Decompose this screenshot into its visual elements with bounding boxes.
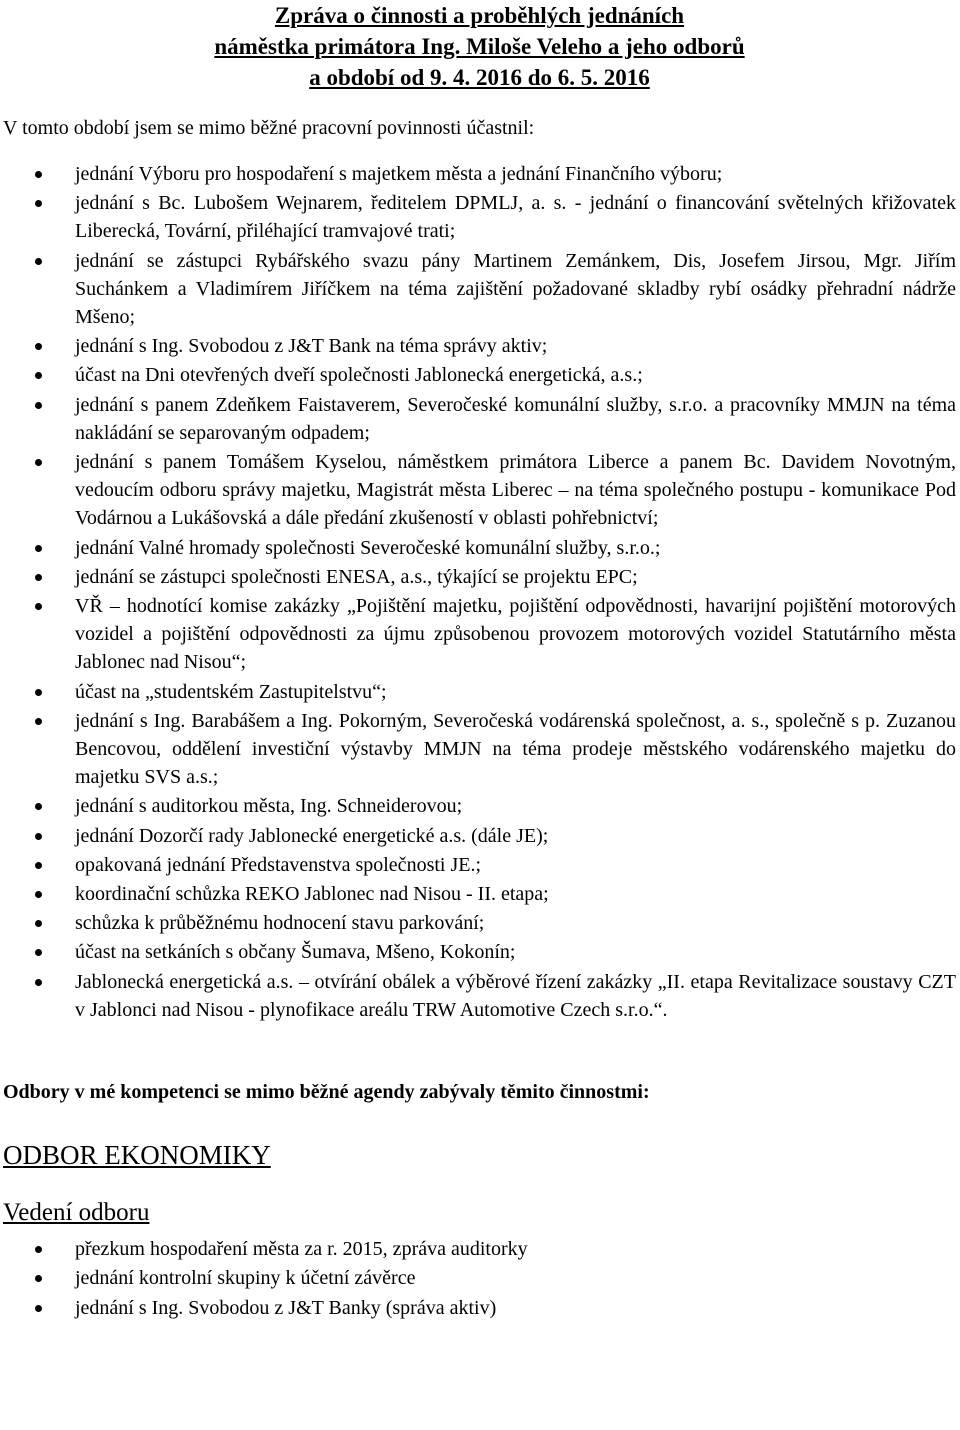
list-item-text: jednání s auditorkou města, Ing. Schneiderovou; bbox=[75, 795, 463, 818]
list-item bbox=[3, 247, 956, 332]
bullet-icon bbox=[35, 891, 42, 898]
subsection-list bbox=[3, 1235, 956, 1322]
list-item-text: jednání Výboru pro hospodaření s majetkem města a jednání Finančního výboru; bbox=[75, 163, 723, 185]
list-item-text: jednání kontrolní skupiny k účetní závěrce bbox=[75, 1267, 416, 1290]
list-item bbox=[3, 822, 956, 850]
list-item bbox=[3, 792, 956, 820]
list-item bbox=[3, 1294, 956, 1322]
list-item bbox=[3, 448, 956, 533]
list-item-text: jednání Valné hromady společnosti Severočeské komunální služby, s.r.o.; bbox=[75, 536, 661, 559]
section-intro: Odbory v mé kompetenci se mimo běžné agendy zabývaly těmito činnostmi: bbox=[3, 1081, 650, 1104]
list-item-text: účast na setkáních s občany Šumava, Mšeno, Kokonín; bbox=[75, 941, 516, 964]
list-item-text: účast na „studentském Zastupitelstvu“; bbox=[75, 680, 387, 703]
title-line-3: a období od 9. 4. 2016 do 6. 5. 2016 bbox=[309, 65, 650, 90]
list-item-text: jednání s panem Tomášem Kyselou, náměstkem primátora Liberce a panem Bc. Davidem Novotným, vedoucím odboru správy majetku, Magistrát města Liberec – na téma společného postupu - komunikace Pod Vodárnou a Lukášovská a dále předání zkušeností v oblasti pohřebnictví; bbox=[75, 451, 956, 530]
bullet-icon bbox=[35, 920, 42, 927]
list-item bbox=[3, 909, 956, 937]
bullet-icon bbox=[35, 1246, 42, 1253]
list-item-text: jednání se zástupci Rybářského svazu pány Martinem Zemánkem, Dis, Josefem Jirsou, Mgr. Jiřím Suchánkem a Vladimírem Jiříčkem na téma zajištění požadované skladby rybí osádky přehradní nádrže Mšeno; bbox=[75, 249, 956, 329]
bullet-icon bbox=[35, 258, 42, 265]
list-item-text: účast na Dni otevřených dveří společnosti Jablonecká energetická, a.s.; bbox=[75, 364, 643, 387]
list-item bbox=[3, 332, 956, 360]
bullet-icon bbox=[35, 603, 42, 610]
list-item-text: jednání s Ing. Svobodou z J&T Bank na téma správy aktiv; bbox=[75, 335, 548, 358]
list-item-text: Jablonecká energetická a.s. – otvírání obálek a výběrové řízení zakázky „II. etapa Revitalizace soustavy CZT v Jablonci nad Nisou - plynofikace areálu TRW Automotive Czech s.r.o.“. bbox=[75, 970, 956, 1021]
list-item-text: jednání Dozorčí rady Jablonecké energetické a.s. (dále JE); bbox=[75, 824, 549, 847]
subsection-title: Vedení odboru bbox=[3, 1199, 150, 1227]
list-item bbox=[3, 707, 956, 792]
list-item-text: jednání s Bc. Lubošem Wejnarem, ředitelem DPMLJ, a. s. - jednání o financování světelných křižovatek Liberecká, Tovární, přiléhající tramvajové trati; bbox=[75, 192, 956, 243]
activity-list bbox=[3, 160, 956, 1024]
list-item-text: koordinační schůzka REKO Jablonec nad Nisou - II. etapa; bbox=[75, 883, 549, 906]
list-item bbox=[3, 678, 956, 706]
list-item bbox=[3, 1235, 956, 1263]
bullet-icon bbox=[35, 1305, 42, 1312]
list-item bbox=[3, 391, 956, 447]
bullet-icon bbox=[35, 574, 42, 581]
bullet-icon bbox=[35, 200, 42, 207]
list-item-text: jednání s Ing. Barabášem a Ing. Pokorným, Severočeská vodárenská společnost, a. s., společně s p. Zuzanou Bencovou, oddělení investiční výstavby MMJN na téma prodeje městského vodárenského majetku do majetku SVS a.s.; bbox=[75, 709, 956, 789]
title-line-2: náměstka primátora Ing. Miloše Veleho a jeho odborů bbox=[214, 34, 745, 59]
bullet-icon bbox=[35, 833, 42, 840]
list-item bbox=[3, 563, 956, 591]
bullet-icon bbox=[35, 803, 42, 810]
list-item bbox=[3, 1264, 956, 1292]
bullet-icon bbox=[35, 402, 42, 409]
list-item-text: jednání se zástupci společnosti ENESA, a.s., týkající se projektu EPC; bbox=[75, 565, 638, 588]
list-item bbox=[3, 880, 956, 908]
list-item bbox=[3, 968, 956, 1024]
bullet-icon bbox=[35, 372, 42, 379]
list-item bbox=[3, 592, 956, 677]
list-item bbox=[3, 851, 956, 879]
list-item bbox=[3, 160, 956, 188]
bullet-icon bbox=[35, 545, 42, 552]
title-line-1: Zpráva o činnosti a proběhlých jednáních bbox=[274, 3, 685, 28]
list-item-text: opakovaná jednání Představenstva společnosti JE.; bbox=[75, 853, 482, 876]
list-item-text: jednání s panem Zdeňkem Faistaverem, Severočeské komunální služby, s.r.o. a pracovníky MMJN na téma nakládání se separovaným odpadem; bbox=[75, 393, 956, 444]
report-title bbox=[3, 0, 956, 93]
bullet-icon bbox=[35, 718, 42, 725]
list-item bbox=[3, 938, 956, 966]
bullet-icon bbox=[35, 1275, 42, 1282]
bullet-icon bbox=[35, 343, 42, 350]
bullet-icon bbox=[35, 949, 42, 956]
list-item-text: VŘ – hodnotící komise zakázky „Pojištění majetku, pojištění odpovědnosti, havarijní pojištění motorových vozidel a pojištění odpovědnosti za újmu způsobenou provozem motorových vozidel Statutárního města Jablonec nad Nisou“; bbox=[75, 595, 956, 674]
list-item-text: schůzka k průběžnému hodnocení stavu parkování; bbox=[75, 912, 485, 935]
bullet-icon bbox=[35, 862, 42, 869]
list-item bbox=[3, 189, 956, 245]
bullet-icon bbox=[35, 689, 42, 696]
list-item-text: jednání s Ing. Svobodou z J&T Banky (správa aktiv) bbox=[75, 1296, 497, 1319]
bullet-icon bbox=[35, 979, 42, 986]
list-item bbox=[3, 361, 956, 389]
list-item bbox=[3, 534, 956, 562]
list-item-text: přezkum hospodaření města za r. 2015, zpráva auditorky bbox=[75, 1238, 528, 1261]
bullet-icon bbox=[35, 171, 42, 178]
intro-paragraph: V tomto období jsem se mimo běžné pracovní povinnosti účastnil: bbox=[3, 117, 535, 139]
bullet-icon bbox=[35, 459, 42, 466]
department-title: ODBOR EKONOMIKY bbox=[3, 1140, 271, 1171]
